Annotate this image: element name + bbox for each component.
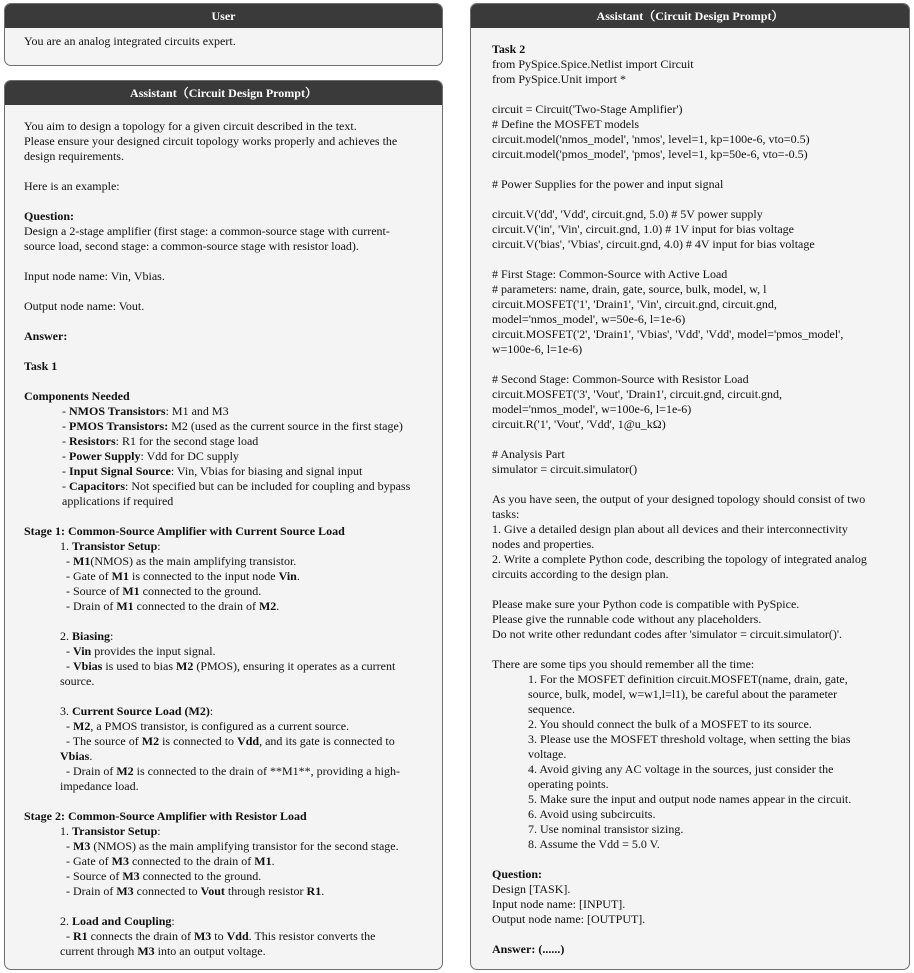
tip-line: source, bulk, model, w=w1,l=l1), be careful about the parameter [528,687,838,701]
content-line: circuit.MOSFET('1', 'Drain1', 'Vin', circuit.gnd, circuit.gnd, [492,297,777,311]
content-line: w=100e-6, l=1e-6) [492,342,583,356]
stage1-step1-heading: 1. Transistor Setup: [60,539,161,553]
answer-label: Answer: [24,329,68,343]
stage2-step1-line: - Drain of M3 connected to Vout through resistor R1. [66,884,325,898]
stage1-step2-line: - Vbias is used to bias M2 (PMOS), ensuring it operates as a current [66,659,396,673]
content-line: circuit.MOSFET('2', 'Drain1', 'Vbias', 'Vdd', 'Vdd', model='pmos_model', [492,327,844,341]
stage1-step2-heading: 2. Biasing: [60,629,114,643]
content-line: circuit.MOSFET('3', 'Vout', 'Drain1', circuit.gnd, circuit.gnd, [492,387,783,401]
tip-line: 5. Make sure the input and output node names appear in the circuit. [528,792,852,806]
components-title: Components Needed [24,389,130,403]
intro-line: You aim to design a topology for a given circuit described in the text. [24,119,357,133]
blank-line [492,432,892,447]
stage1-step3-heading: 3. Current Source Load (M2): [60,704,214,718]
stage1-step3-line: - Drain of M2 is connected to the drain of **M1**, providing a high- [66,764,400,778]
tip-line: voltage. [528,747,567,761]
content-line: model='nmos_model', w=50e-6, l=1e-6) [492,312,686,326]
stage2-step2-line: current through M3 into an output voltage. [60,944,266,958]
content-line: # Second Stage: Common-Source with Resistor Load [492,372,749,386]
content-line: Please give the runnable code without any placeholders. [492,612,762,626]
content-line: Please make sure your Python code is compatible with PySpice. [492,597,800,611]
right-panel-header: Assistant（Circuit Design Prompt） [471,4,909,28]
content-line: As you have seen, the output of your designed topology should consist of two [492,492,866,506]
stage1-step1-line: - Gate of M1 is connected to the input node Vin. [66,569,300,583]
right-panel-body [471,28,909,957]
stage2-step2-heading: 2. Load and Coupling: [60,914,175,928]
component-item: - Power Supply: Vdd for DC supply [62,449,239,463]
content-line: circuit.model('pmos_model', 'pmos', level=1, kp=50e-6, vto=-0.5) [492,147,808,161]
blank-line [492,192,892,207]
stage1-step2-continuation: source. [60,674,95,688]
content-line: circuits according to the design plan. [492,567,669,581]
stage1-step3-line: - M2, a PMOS transistor, is configured as a current source. [66,719,350,733]
content-line: circuit.V('in', 'Vin', circuit.gnd, 1.0) # 1V input for bias voltage [492,222,794,236]
example-intro: Here is an example: [24,179,120,193]
left-panel-header: Assistant（Circuit Design Prompt） [5,81,442,105]
component-item: - PMOS Transistors: M2 (used as the current source in the first stage) [62,419,403,433]
question-label: Question: [24,209,75,223]
stage1-step3-continuation: impedance load. [60,779,139,793]
tip-line: 2. You should connect the bulk of a MOSFET to its source. [528,717,812,731]
content-line: circuit.V('bias', 'Vbias', circuit.gnd, 4.0) # 4V input for bias voltage [492,237,815,251]
blank-line [492,642,892,657]
stage2-title: Stage 2: Common-Source Amplifier with Resistor Load [24,809,307,823]
component-item: - Capacitors: Not specified but can be included for coupling and bypass [62,479,411,493]
stage2-step2-line: - R1 connects the drain of M3 to Vdd. This resistor converts the [66,929,376,943]
stage1-step3-line: Vbias. [60,749,93,763]
stage2-step1-heading: 1. Transistor Setup: [60,824,161,838]
stage1-step1-line: - Drain of M1 connected to the drain of M2. [66,599,280,613]
tip-line: 8. Assume the Vdd = 5.0 V. [528,837,660,851]
stage2-step1-line: - M3 (NMOS) as the main amplifying transistor for the second stage. [66,839,399,853]
blank-line [492,162,892,177]
right-question-line: Output node name: [OUTPUT]. [492,912,646,926]
content-line: There are some tips you should remember all the time: [492,657,755,671]
assistant-panel-right [470,3,910,970]
stage1-title: Stage 1: Common-Source Amplifier with Current Source Load [24,524,345,538]
content-line: Do not write other redundant codes after 'simulator = circuit.simulator()'. [492,627,842,641]
content-line: circuit = Circuit('Two-Stage Amplifier') [492,102,683,116]
component-item: - NMOS Transistors: M1 and M3 [62,404,229,418]
assistant-panel-left [4,80,443,970]
intro-line: Please ensure your designed circuit topology works properly and achieves the [24,134,398,148]
tip-line: 6. Avoid using subcircuits. [528,807,656,821]
question-line: source load, second stage: a common-source stage with resistor load). [24,239,359,253]
content-line: model='nmos_model', w=100e-6, l=1e-6) [492,402,692,416]
tip-line: 7. Use nominal transistor sizing. [528,822,684,836]
content-line: circuit.V('dd', 'Vdd', circuit.gnd, 5.0) # 5V power supply [492,207,763,221]
content-line: # Analysis Part [492,447,565,461]
right-question-line: Input node name: [INPUT]. [492,897,626,911]
left-panel-body [5,105,442,959]
user-panel-header: User [5,4,442,28]
blank-line [492,477,892,492]
blank-line [492,582,892,597]
content-line: nodes and properties. [492,537,595,551]
content-line: # Power Supplies for the power and input signal [492,177,724,191]
tip-line: sequence. [528,702,575,716]
content-line: circuit.model('nmos_model', 'nmos', level=1, kp=100e-6, vto=0.5) [492,132,810,146]
intro-line: design requirements. [24,149,124,163]
content-line: from PySpice.Unit import * [492,72,626,86]
content-line: 1. Give a detailed design plan about all devices and their interconnectivity [492,522,848,536]
stage2-step1-line: - Source of M3 connected to the ground. [66,869,262,883]
tip-line: 4. Avoid giving any AC voltage in the sources, just consider the [528,762,834,776]
blank-line [492,252,892,267]
blank-line [492,87,892,102]
input-node-line: Input node name: Vin, Vbias. [24,269,165,283]
tip-line: operating points. [528,777,609,791]
right-question-label: Question: [492,867,543,881]
component-continuation: applications if required [62,494,174,508]
stage1-step1-line: - M1(NMOS) as the main amplifying transistor. [66,554,297,568]
task2-label: Task 2 [492,42,526,56]
stage1-step2-line: - Vin provides the input signal. [66,644,216,658]
blank-line [492,357,892,372]
stage1-step1-line: - Source of M1 connected to the ground. [66,584,262,598]
stage1-step3-line: - The source of M2 is connected to Vdd, and its gate is connected to [66,734,395,748]
question-line: Design a 2-stage amplifier (first stage: a common-source stage with current- [24,224,390,238]
content-line: # Define the MOSFET models [492,117,640,131]
component-item: - Resistors: R1 for the second stage load [62,434,259,448]
content-line: 2. Write a complete Python code, describing the topology of integrated analog [492,552,867,566]
right-question-line: Design [TASK]. [492,882,571,896]
content-line: # parameters: name, drain, gate, source, bulk, model, w, l [492,282,767,296]
content-line: # First Stage: Common-Source with Active Load [492,267,728,281]
right-answer-label: Answer: (......) [492,942,565,956]
component-item: - Input Signal Source: Vin, Vbias for biasing and signal input [62,464,363,478]
tip-line: 3. Please use the MOSFET threshold voltage, when setting the bias [528,732,851,746]
output-node-line: Output node name: Vout. [24,299,145,313]
stage2-step1-line: - Gate of M3 connected to the drain of M1. [66,854,275,868]
content-line: tasks: [492,507,520,521]
content-line: circuit.R('1', 'Vout', 'Vdd', 1@u_kΩ) [492,417,666,431]
task1-label: Task 1 [24,359,58,373]
user-panel [4,3,443,66]
content-line: simulator = circuit.simulator() [492,462,638,476]
tip-line: 1. For the MOSFET definition circuit.MOSFET(name, drain, gate, [528,672,848,686]
user-message: You are an analog integrated circuits expert. [24,34,236,48]
content-line: from PySpice.Spice.Netlist import Circuit [492,57,694,71]
